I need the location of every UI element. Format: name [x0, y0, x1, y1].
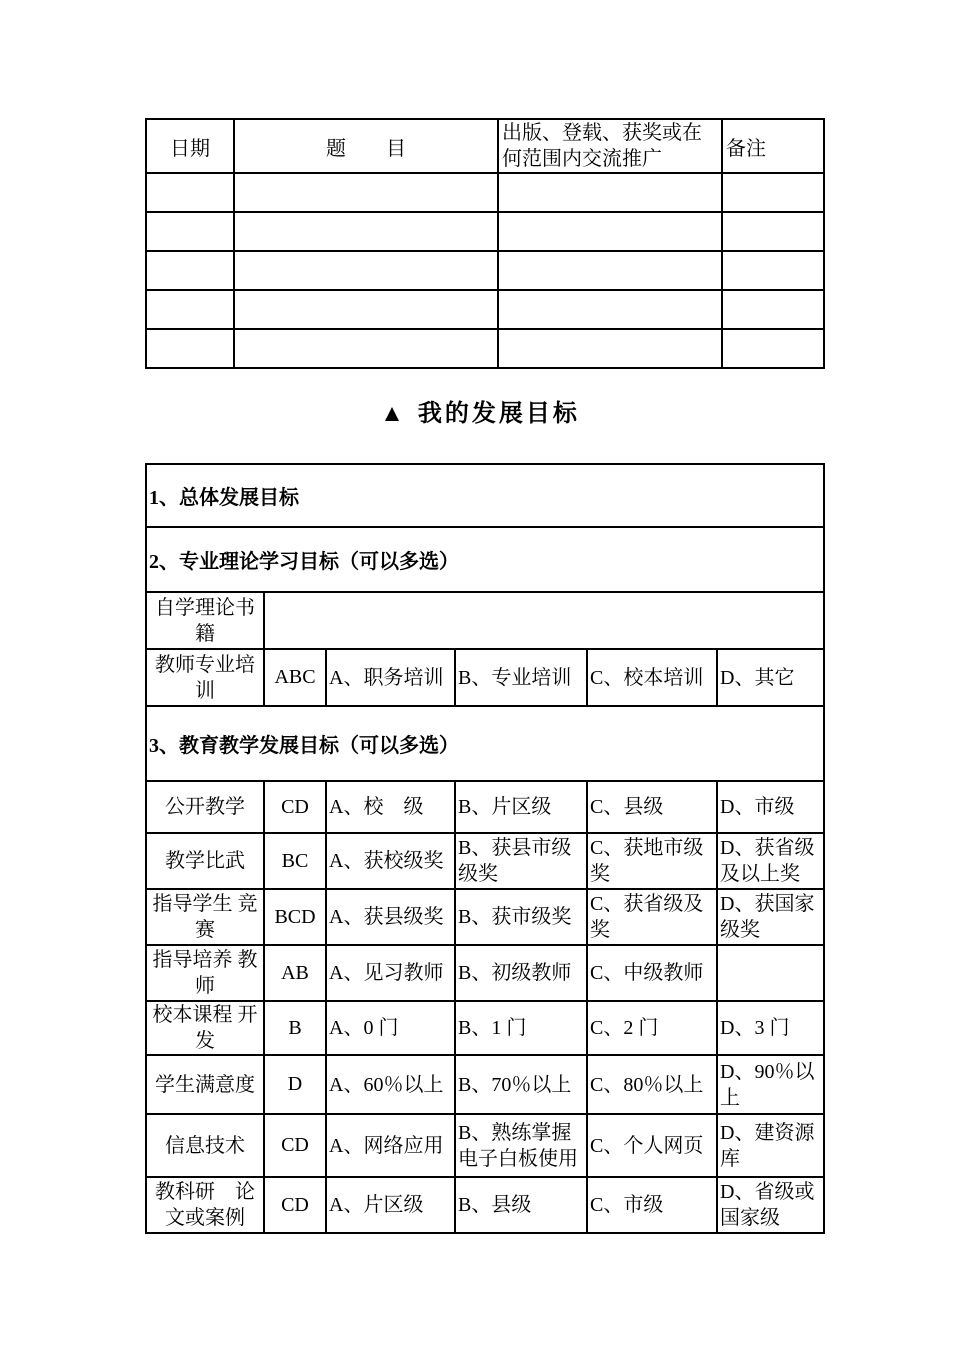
goal-row [146, 781, 824, 833]
goal-option: B、70％以上 [455, 1055, 587, 1114]
goal-option: A、网络应用 [326, 1114, 455, 1177]
goal-row [146, 1001, 824, 1055]
section-title-row [146, 706, 824, 781]
goal-option: B、初级教师 [455, 945, 587, 1001]
publications-table [145, 118, 825, 369]
empty-cell [498, 290, 722, 329]
empty-cell [146, 251, 234, 290]
table-row [146, 290, 824, 329]
goal-label: 学生满意度 [146, 1055, 264, 1114]
goal-option: C、2 门 [587, 1001, 717, 1055]
goal-option: A、见习教师 [326, 945, 455, 1001]
table-row [146, 251, 824, 290]
goal-row [146, 889, 824, 945]
section-title-row [146, 464, 824, 527]
goal-option: C、获省级及奖 [587, 889, 717, 945]
goal-option: D、3 门 [717, 1001, 824, 1055]
goal-label: 校本课程 开发 [146, 1001, 264, 1055]
section-heading [0, 398, 960, 430]
table-row [146, 212, 824, 251]
goal-option: C、县级 [587, 781, 717, 833]
empty-cell [146, 173, 234, 212]
goal-option: A、60％以上 [326, 1055, 455, 1114]
empty-cell [498, 329, 722, 368]
goal-label: 教科研 论文或案例 [146, 1177, 264, 1233]
goal-option: B、专业培训 [455, 649, 587, 706]
section-title: 1、总体发展目标 [146, 464, 824, 527]
goal-label: 指导学生 竞赛 [146, 889, 264, 945]
goal-option: D、其它 [717, 649, 824, 706]
column-header: 备注 [722, 119, 824, 173]
empty-cell [234, 251, 498, 290]
selected-answer: D [264, 1055, 326, 1114]
goal-label: 教师专业培训 [146, 649, 264, 706]
goal-label: 公开教学 [146, 781, 264, 833]
goal-row [146, 649, 824, 706]
goal-row [146, 945, 824, 1001]
empty-cell [234, 290, 498, 329]
goal-option [717, 945, 824, 1001]
empty-cell [722, 212, 824, 251]
empty-cell [498, 212, 722, 251]
triangle-icon: ▲ [380, 401, 404, 427]
goal-option: A、职务培训 [326, 649, 455, 706]
selected-answer: CD [264, 781, 326, 833]
empty-cell [146, 290, 234, 329]
selected-answer: BCD [264, 889, 326, 945]
goal-row [146, 1177, 824, 1233]
goal-label: 自学理论书籍 [146, 592, 264, 649]
goal-option: D、获国家级奖 [717, 889, 824, 945]
goal-option: D、省级或国家级 [717, 1177, 824, 1233]
goal-option: C、个人网页 [587, 1114, 717, 1177]
goal-option: A、获县级奖 [326, 889, 455, 945]
section-title: 2、专业理论学习目标（可以多选） [146, 527, 824, 592]
goal-option: B、熟练掌握电子白板使用 [455, 1114, 587, 1177]
column-header: 题 目 [234, 119, 498, 173]
goal-option: B、县级 [455, 1177, 587, 1233]
selected-answer: ABC [264, 649, 326, 706]
publications-header-row [146, 119, 824, 173]
goal-label: 教学比武 [146, 833, 264, 889]
selected-answer: B [264, 1001, 326, 1055]
column-header: 出版、登载、获奖或在何范围内交流推广 [498, 119, 722, 173]
goal-option: B、获县市级级奖 [455, 833, 587, 889]
empty-cell [234, 212, 498, 251]
empty-cell [722, 329, 824, 368]
goal-option: A、获校级奖 [326, 833, 455, 889]
goal-option: C、80％以上 [587, 1055, 717, 1114]
goal-option: D、获省级及以上奖 [717, 833, 824, 889]
selected-answer: CD [264, 1114, 326, 1177]
selected-answer: CD [264, 1177, 326, 1233]
column-header: 日期 [146, 119, 234, 173]
empty-cell [234, 173, 498, 212]
goal-option: A、片区级 [326, 1177, 455, 1233]
goal-option: B、获市级奖 [455, 889, 587, 945]
goal-row [146, 1055, 824, 1114]
goal-label: 信息技术 [146, 1114, 264, 1177]
goal-option: A、校 级 [326, 781, 455, 833]
empty-cell [722, 290, 824, 329]
goal-option: B、片区级 [455, 781, 587, 833]
goal-option: C、获地市级奖 [587, 833, 717, 889]
goal-option: D、90％以上 [717, 1055, 824, 1114]
empty-cell [234, 329, 498, 368]
goal-option: B、1 门 [455, 1001, 587, 1055]
empty-cell [264, 592, 824, 649]
selected-answer: BC [264, 833, 326, 889]
goal-label: 指导培养 教师 [146, 945, 264, 1001]
goal-row [146, 592, 824, 649]
section-heading-text: 我的发展目标 [417, 401, 580, 427]
goal-option: A、0 门 [326, 1001, 455, 1055]
empty-cell [722, 251, 824, 290]
section-title: 3、教育教学发展目标（可以多选） [146, 706, 824, 781]
goal-row [146, 833, 824, 889]
goal-row [146, 1114, 824, 1177]
goal-option: C、校本培训 [587, 649, 717, 706]
goal-option: C、市级 [587, 1177, 717, 1233]
empty-cell [498, 251, 722, 290]
empty-cell [722, 173, 824, 212]
empty-cell [498, 173, 722, 212]
goal-option: C、中级教师 [587, 945, 717, 1001]
goal-option: D、建资源库 [717, 1114, 824, 1177]
empty-cell [146, 329, 234, 368]
table-row [146, 173, 824, 212]
goal-option: D、市级 [717, 781, 824, 833]
table-row [146, 329, 824, 368]
section-title-row [146, 527, 824, 592]
empty-cell [146, 212, 234, 251]
selected-answer: AB [264, 945, 326, 1001]
development-goals-table [145, 463, 825, 1234]
